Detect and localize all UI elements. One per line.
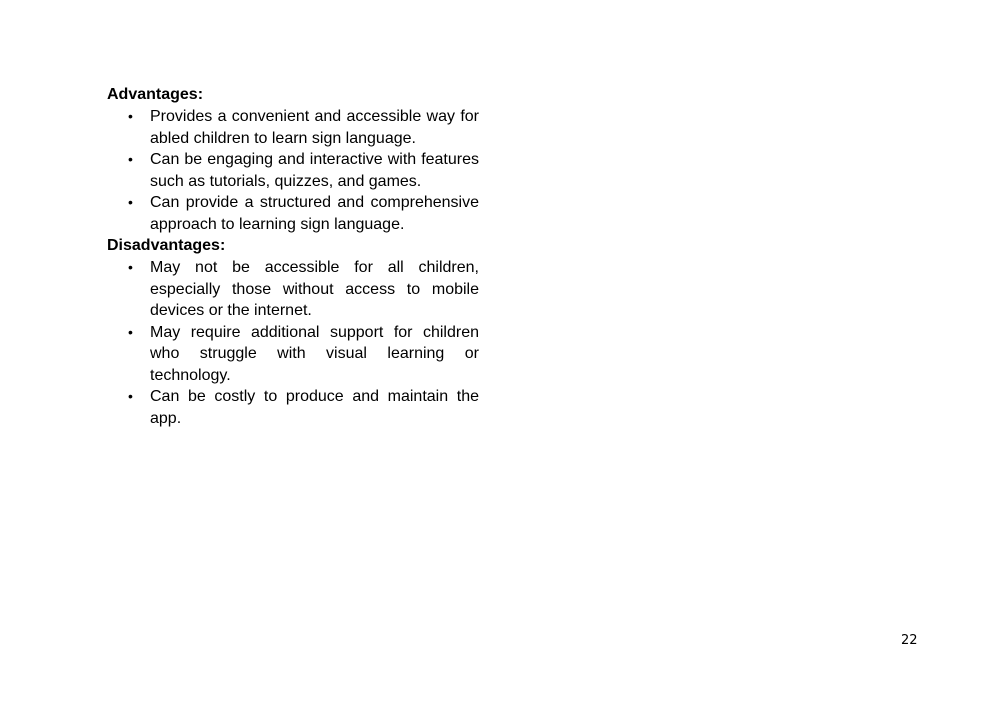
list-item [107,386,479,429]
document-body [107,84,479,429]
list-item-text: Provides a convenient and accessible way for abled children to learn sign language. [150,108,479,147]
bullet-icon: • [128,151,133,167]
list-item-text: May require additional support for children who struggle with visual learning or technology. [150,323,479,384]
list-item-text: May not be accessible for all children, especially those without access to mobile devices or the internet. [150,259,479,319]
list-item-text: Can provide a structured and comprehensive approach to learning sign language. [150,194,479,233]
bullet-icon: • [128,323,133,340]
disadvantages-list [107,257,479,429]
advantages-heading: Advantages: [107,86,204,103]
disadvantages-heading: Disadvantages: [107,237,226,254]
list-item [107,257,479,322]
list-item-text: Can be costly to produce and maintain the app. [150,388,479,427]
list-item [107,149,479,192]
bullet-icon: • [128,388,133,404]
page-number: 22 [901,633,918,648]
list-item [107,322,479,387]
advantages-list [107,106,479,235]
bullet-icon: • [128,194,133,210]
list-item-text: Can be engaging and interactive with features such as tutorials, quizzes, and games. [150,151,479,190]
list-item [107,106,479,149]
bullet-icon: • [128,108,133,124]
bullet-icon: • [128,259,133,275]
list-item [107,192,479,235]
